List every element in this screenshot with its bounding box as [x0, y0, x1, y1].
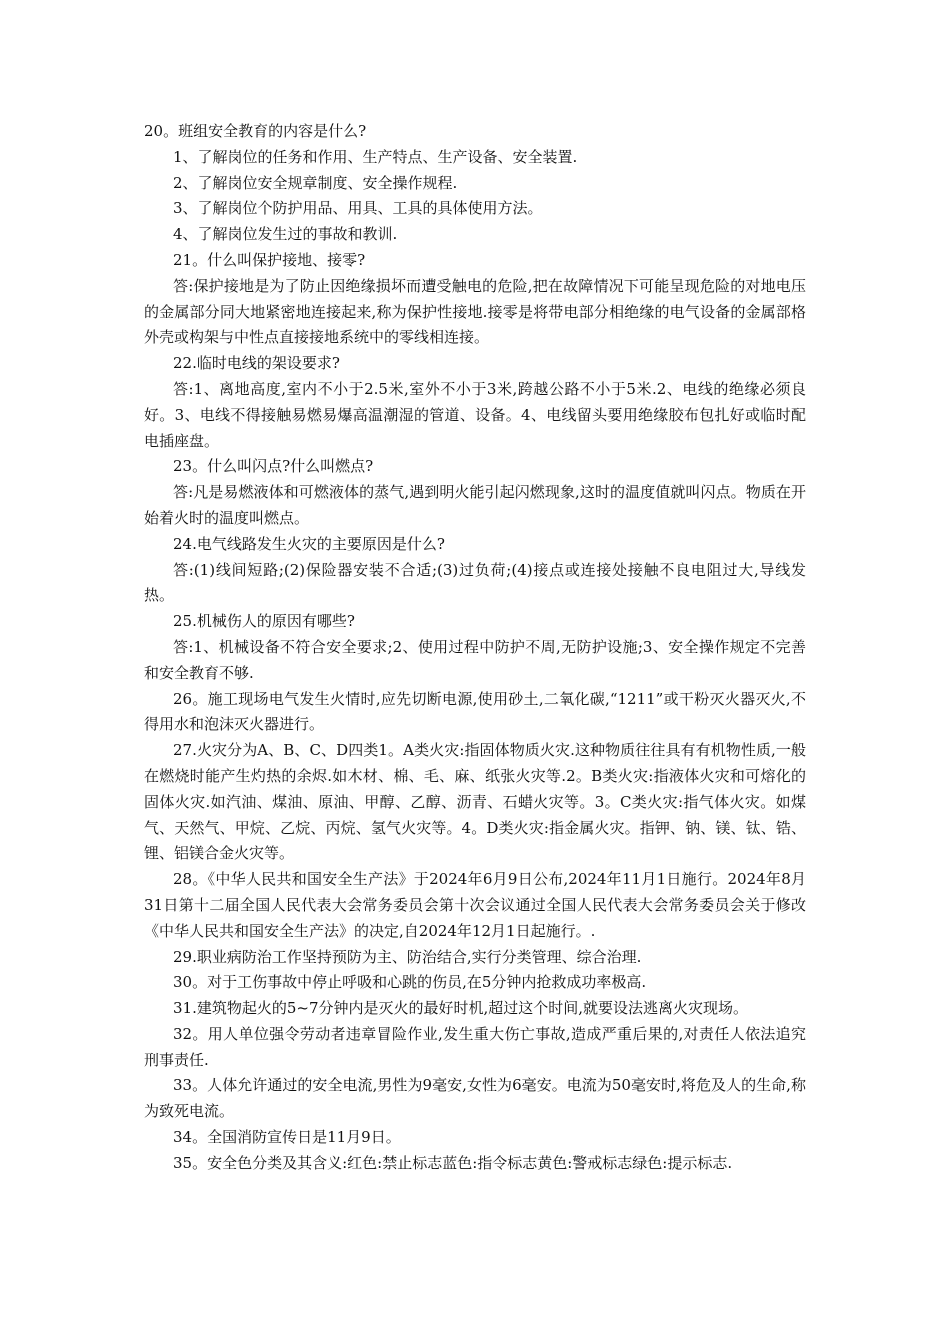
paragraph: 答:1、离地高度,室内不小于2.5米,室外不小于3米,跨越公路不小于5米.2、电线的绝缘必须良好。3、电线不得接触易燃易爆高温潮湿的管道、设备。4、电线留头要用绝缘胶布包扎好或临时配电插座盘。 [144, 379, 806, 450]
paragraph: 答:(1)线间短路;(2)保险器安装不合适;(3)过负荷;(4)接点或连接处接触不良电阻过大,导线发热。 [144, 560, 806, 605]
paragraph: 32。用人单位强令劳动者违章冒险作业,发生重大伤亡事故,造成严重后果的,对责任人依法追究刑事责任. [144, 1024, 806, 1069]
paragraph: 35。安全色分类及其含义:红色:禁止标志蓝色:指令标志黄色:警戒标志绿色:提示标志. [173, 1153, 733, 1172]
paragraph: 答:保护接地是为了防止因绝缘损坏而遭受触电的危险,把在故障情况下可能呈现危险的对地电压的金属部分同大地紧密地连接起来,称为保护性接地.接零是将带电部分相绝缘的电气设备的金属部格外壳或构架与中性点直接接地系统中的零线相连接。 [144, 276, 806, 347]
paragraph: 33。人体允许通过的安全电流,男性为9毫安,女性为6毫安。电流为50毫安时,将危及人的生命,称为致死电流。 [144, 1076, 806, 1121]
paragraph: 21。什么叫保护接地、接零? [173, 250, 366, 269]
paragraph: 20。班组安全教育的内容是什么? [144, 122, 367, 140]
paragraph: 4、了解岗位发生过的事故和教训. [173, 225, 398, 244]
paragraph: 29.职业病防治工作坚持预防为主、防治结合,实行分类管理、综合治理. [173, 947, 642, 966]
paragraph: 30。对于工伤事故中停止呼吸和心跳的伤员,在5分钟内抢救成功率极高. [173, 973, 647, 992]
paragraph: 28。《中华人民共和国安全生产法》于2024年6月9日公布,2024年11月1日施行。2024年8月31日第十二届全国人民代表大会常务委员会第十次会议通过全国人民代表大会常务委员会关于修改《中华人民共和国安全生产法》的决定,自2024年12月1日起施行。. [144, 870, 806, 940]
paragraph: 25.机械伤人的原因有哪些? [173, 612, 355, 631]
paragraph: 27.火灾分为A、B、C、D四类1。A类火灾:指固体物质火灾.这种物质往往具有有机物性质,一般在燃烧时能产生灼热的余烬.如木材、棉、毛、麻、纸张火灾等.2。B类火灾:指液体火灾和可熔化的固体火灾.如汽油、煤油、原油、甲醇、乙醇、沥青、石蜡火灾等。3。C类火灾:指气体火灾。如煤气、天然气、甲烷、乙烷、丙烷、氢气火灾等。4。D类火灾:指金属火灾。指钾、钠、镁、钛、锆、锂、铝镁合金火灾等。 [144, 741, 806, 863]
paragraph: 答:凡是易燃液体和可燃液体的蒸气,遇到明火能引起闪燃现象,这时的温度值就叫闪点。物质在开始着火时的温度叫燃点。 [144, 483, 806, 527]
paragraph: 1、了解岗位的任务和作用、生产特点、生产设备、安全装置. [173, 147, 578, 166]
paragraph: 23。什么叫闪点?什么叫燃点? [173, 457, 374, 476]
paragraph: 答:1、机械设备不符合安全要求;2、使用过程中防护不周,无防护设施;3、安全操作规定不完善和安全教育不够. [144, 637, 806, 682]
document-body [144, 119, 806, 1177]
paragraph: 34。全国消防宣传日是11月9日。 [173, 1128, 401, 1147]
paragraph: 22.临时电线的架设要求? [173, 354, 340, 373]
paragraph: 26。施工现场电气发生火情时,应先切断电源,使用砂土,二氧化碳,“1211”或干粉灭火器灭火,不得用水和泡沫灭火器进行。 [144, 689, 806, 734]
paragraph: 24.电气线路发生火灾的主要原因是什么? [173, 534, 445, 553]
paragraph: 3、了解岗位个防护用品、用具、工具的具体使用方法。 [173, 199, 543, 218]
paragraph: 31.建筑物起火的5~7分钟内是灭火的最好时机,超过这个时间,就要设法逃离火灾现场。 [173, 999, 749, 1018]
paragraph: 2、了解岗位安全规章制度、安全操作规程. [173, 173, 458, 192]
